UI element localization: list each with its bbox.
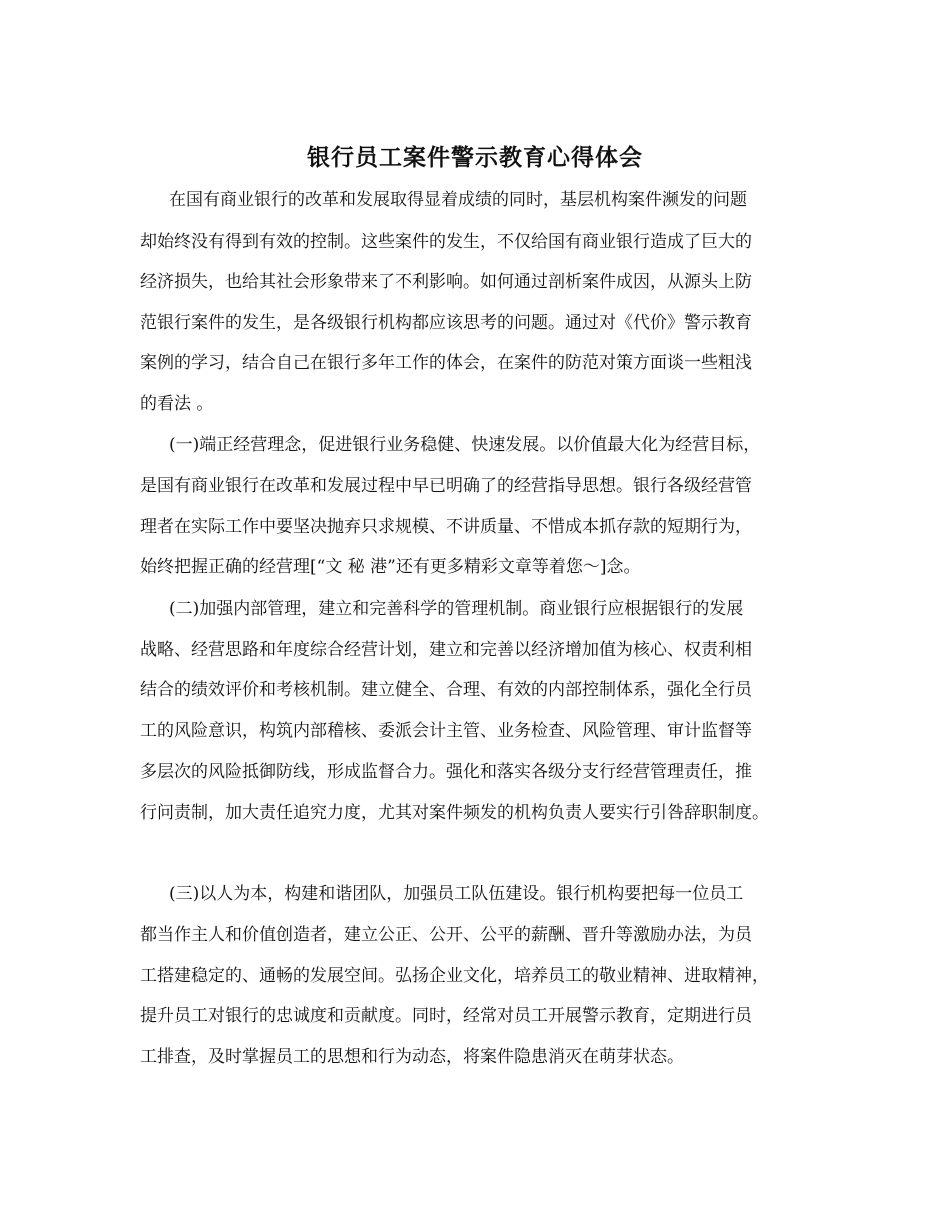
page-title: 银行员工案件警示教育心得体会 (307, 145, 643, 171)
text-line: 结合的绩效评价和考核机制。建立健全、合理、有效的内部控制体系，强化全行员 (140, 680, 752, 700)
text-line: (一)端正经营理念，促进银行业务稳健、快速发展。以价值最大化为经营目标， (169, 435, 761, 455)
text-line: 在国有商业银行的改革和发展取得显着成绩的同时，基层机构案件濒发的问题 (169, 190, 747, 210)
text-line: 多层次的风险抵御防线，形成监督合力。强化和落实各级分支行经营管理责任，推 (140, 762, 752, 782)
text-line: 都当作主人和价值创造者，建立公正、公开、公平的薪酬、晋升等激励办法，为员 (140, 925, 752, 945)
text-line: 范银行案件的发生，是各级银行机构都应该思考的问题。通过对《代价》警示教育 (140, 313, 752, 333)
text-line: 案例的学习，结合自己在银行多年工作的体会，在案件的防范对策方面谈一些粗浅 (140, 353, 752, 373)
text-line: 战略、经营思路和年度综合经营计划，建立和完善以经济增加值为核心、权责利相 (140, 640, 752, 660)
text-line: 提升员工对银行的忠诚度和贡献度。同时，经常对员工开展警示教育，定期进行员 (140, 1006, 752, 1026)
text-line: 工搭建稳定的、通畅的发展空间。弘扬企业文化，培养员工的敬业精神、进取精神， (140, 966, 769, 986)
text-line: 的看法 。 (140, 394, 214, 414)
text-line: 理者在实际工作中要坚决抛弃只求规模、不讲质量、不惜成本抓存款的短期行为， (140, 517, 752, 537)
text-line: 经济损失，也给其社会形象带来了不利影响。如何通过剖析案件成因，从源头上防 (140, 272, 752, 292)
text-line: 却始终没有得到有效的控制。这些案件的发生，不仅给国有商业银行造成了巨大的 (140, 232, 752, 252)
text-line: 工的风险意识，构筑内部稽核、委派会计主管、业务检查、风险管理、审计监督等 (140, 721, 752, 741)
text-line: 行问责制，加大责任追究力度，尤其对案件频发的机构负责人要实行引咎辞职制度。 (140, 803, 769, 823)
text-line: 是国有商业银行在改革和发展过程中早已明确了的经营指导思想。银行各级经营管 (140, 476, 752, 496)
text-line: (二)加强内部管理，建立和完善科学的管理机制。商业银行应根据银行的发展 (169, 599, 744, 619)
text-line: 工排查，及时掌握员工的思想和行为动态，将案件隐患消灭在萌芽状态。 (140, 1047, 684, 1067)
text-line: 始终把握正确的经营理[“文 秘 港”还有更多精彩文章等着您～]念。 (140, 557, 641, 577)
text-line: (三)以人为本，构建和谐团队，加强员工队伍建设。银行机构要把每一位员工 (169, 884, 744, 904)
